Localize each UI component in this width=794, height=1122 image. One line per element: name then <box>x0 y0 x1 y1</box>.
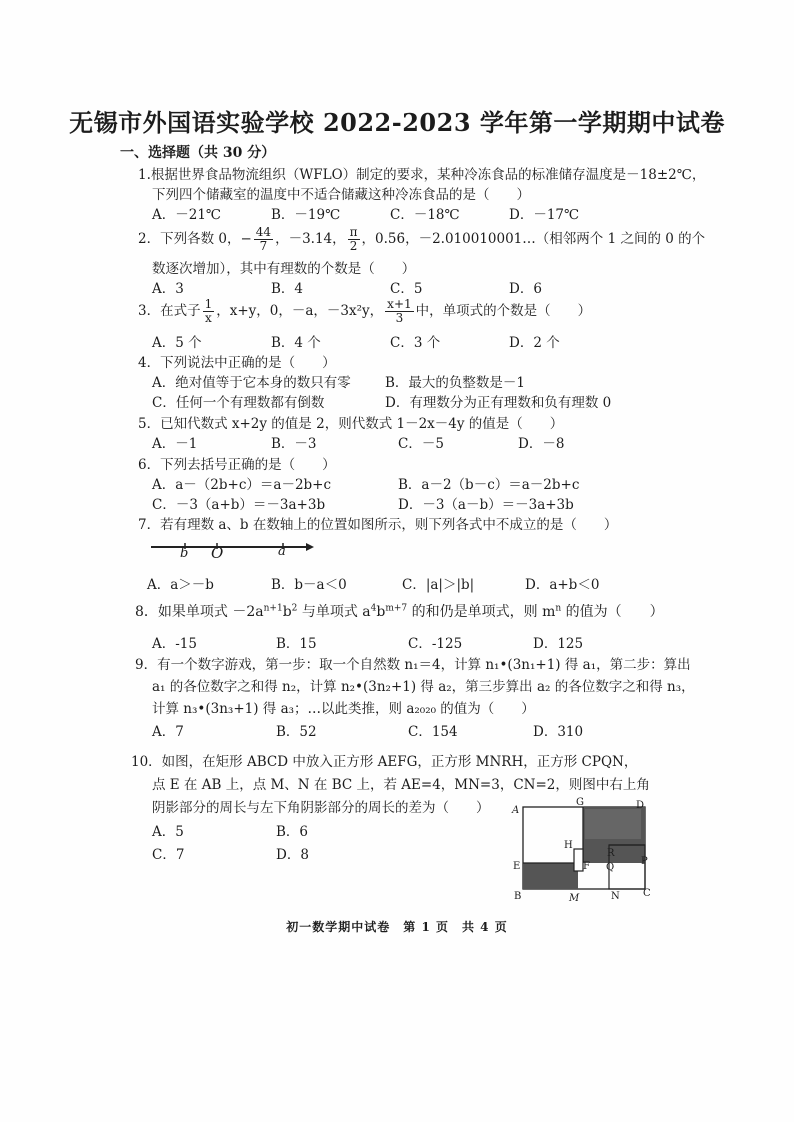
figure-label-p: P <box>641 856 648 867</box>
q10-stem-2: 点 E 在 AB 上，点 M、N 在 BC 上，若 AE=4，MN=3，CN=2，则图中右上角 <box>152 777 650 793</box>
q8-text-1: 8．如果单项式 －2a <box>135 604 264 620</box>
q2-option-a: A．3 <box>152 281 184 297</box>
q4-option-a: A．绝对值等于它本身的数只有零 <box>152 375 351 391</box>
q9-option-c: C．154 <box>408 724 458 740</box>
page-title: 无锡市外国语实验学校 2022-2023 学年第一学期期中试卷 <box>69 108 725 137</box>
q2-f1-denominator: 7 <box>259 239 268 253</box>
q8-text-3: 与单项式 a <box>297 604 371 620</box>
q5-stem: 5．已知代数式 x+2y 的值是 2，则代数式 1－2x－4y 的值是（ ） <box>138 416 564 432</box>
square-mnrh-part <box>574 849 583 871</box>
q8-text-6: 的值为（ ） <box>561 604 664 620</box>
q9-option-a: A．7 <box>152 724 184 740</box>
q2-option-d: D．6 <box>509 281 542 297</box>
figure-label-e: E <box>513 861 521 872</box>
figure-label-c: C <box>643 888 651 899</box>
q8-exp-2: 2 <box>291 603 298 614</box>
figure-label-f: F <box>583 861 590 872</box>
q2-f2-numerator: π <box>349 225 358 240</box>
q2-f1-numerator: 44 <box>255 225 272 240</box>
q8-exp-3: 4 <box>370 603 377 614</box>
q1-stem: 1.根据世界食品物流组织（WFLO）制定的要求，某种冷冻食品的标准储存温度是－18±2℃， <box>138 167 706 183</box>
q8-option-a: A．-15 <box>152 636 197 652</box>
q8-option-b: B．15 <box>276 636 317 652</box>
q1-option-a: A．－21℃ <box>152 207 222 223</box>
figure-label-m: M <box>569 893 580 904</box>
rectangle-figure <box>505 797 665 907</box>
q5-option-b: B．－3 <box>271 436 317 452</box>
q7-option-d: D．a+b＜0 <box>525 577 600 593</box>
q10-option-b: B．6 <box>276 824 309 840</box>
q2-stem <box>138 222 705 256</box>
page-footer: 初一数学期中试卷 第 1 页 共 4 页 <box>286 920 508 934</box>
q1-option-d: D．－17℃ <box>509 207 580 223</box>
number-line <box>148 535 318 563</box>
q10-option-a: A．5 <box>152 824 184 840</box>
q6-option-d: D．－3（a－b）＝－3a+3b <box>398 497 574 513</box>
q1-option-b: B．－19℃ <box>271 207 341 223</box>
q2-option-b: B．4 <box>271 281 304 297</box>
q3-fraction-1 <box>203 298 215 324</box>
q9-option-d: D．310 <box>533 724 584 740</box>
q8-text-4: b <box>376 604 386 620</box>
q3-option-d: D．2 个 <box>509 335 560 351</box>
q3-text-post: 中，单项式的个数是（ ） <box>415 303 592 319</box>
q3-f2-denominator: 3 <box>395 311 404 325</box>
q2-option-c: C．5 <box>390 281 423 297</box>
q3-f2-numerator: x+1 <box>387 297 412 312</box>
shade-lower-left <box>523 863 578 889</box>
q4-option-b: B．最大的负整数是－1 <box>385 375 526 391</box>
q10-option-c: C．7 <box>152 847 185 863</box>
figure-label-a: A <box>512 805 520 816</box>
q10-option-d: D．8 <box>276 847 309 863</box>
figure-label-r: R <box>607 848 615 859</box>
q8-text-5: 的和仍是单项式，则 m <box>407 604 556 620</box>
q9-option-b: B．52 <box>276 724 317 740</box>
q10-stem: 10．如图，在矩形 ABCD 中放入正方形 AEFG，正方形 MNRH，正方形 CPQN， <box>131 754 638 770</box>
q3-option-b: B．4 个 <box>271 335 321 351</box>
q3-f1-numerator: 1 <box>204 297 213 312</box>
q3-option-c: C．3 个 <box>390 335 441 351</box>
q5-option-d: D．－8 <box>518 436 565 452</box>
q3-option-a: A．5 个 <box>152 335 202 351</box>
q2-text-post: ，0.5̇6̇，－2.010010001…（相邻两个 1 之间的 0 的个 <box>361 231 706 247</box>
q2-fraction-1 <box>254 226 273 252</box>
q3-f1-denominator: x <box>205 311 212 325</box>
q7-option-b: B．b－a＜0 <box>271 577 347 593</box>
q4-stem: 4．下列说法中正确的是（ ） <box>138 355 336 371</box>
q9-stem-3: 计算 n₃•(3n₃+1) 得 a₃；…以此类推，则 a₂₀₂₀ 的值为（ ） <box>152 701 535 717</box>
q6-option-a: A．a－（2b+c）＝a－2b+c <box>152 477 332 493</box>
q9-stem: 9．有一个数字游戏，第一步：取一个自然数 n₁＝4，计算 n₁•(3n₁+1) 得 a₁，第二步：算出 <box>135 657 691 673</box>
q8-exp-1: n+1 <box>263 603 283 614</box>
q5-option-c: C．－5 <box>398 436 444 452</box>
q8-option-d: D．125 <box>533 636 584 652</box>
q2-text-mid: ，－3.14， <box>275 231 346 247</box>
q2-stem-2: 数逐次增加），其中有理数的个数是（ ） <box>152 261 416 277</box>
figure-label-b: B <box>514 891 522 902</box>
number-line-label-o: O <box>211 544 224 562</box>
q2-f2-denominator: 2 <box>349 239 358 253</box>
figure-label-d: D <box>636 800 645 811</box>
q6-option-c: C．－3（a+b）＝－3a+3b <box>152 497 326 513</box>
figure-label-h: H <box>564 840 573 851</box>
q3-stem <box>138 294 591 328</box>
q5-option-a: A．－1 <box>152 436 198 452</box>
q8-exp-4: m+7 <box>385 603 408 614</box>
q3-fraction-2 <box>385 298 413 324</box>
q7-option-c: C．|a|＞|b| <box>402 577 475 593</box>
q3-text-pre: 3．在式子 <box>138 303 201 319</box>
q8-exp-5: n <box>555 603 562 614</box>
q2-fraction-2 <box>348 226 360 252</box>
q2-text-pre: 2．下列各数 0， <box>138 231 241 247</box>
q4-option-d: D．有理数分为正有理数和负有理数 0 <box>385 395 612 411</box>
q8-option-c: C．-125 <box>408 636 463 652</box>
shade-upper-right-inner <box>585 809 641 839</box>
q9-stem-2: a₁ 的各位数字之和得 n₂，计算 n₂•(3n₂+1) 得 a₂，第三步算出 a₂ 的各位数字之和得 n₃， <box>152 679 695 695</box>
q7-option-a: A．a＞－b <box>147 577 214 593</box>
number-line-label-a: a <box>278 544 286 559</box>
figure-label-n: N <box>611 891 620 902</box>
q8-stem <box>135 601 664 621</box>
q6-option-b: B．a－2（b－c）＝a－2b+c <box>398 477 580 493</box>
figure-label-g: G <box>576 797 584 808</box>
q1-stem-2: 下列四个储藏室的温度中不适合储藏这种冷冻食品的是（ ） <box>152 187 530 203</box>
q6-stem: 6．下列去括号正确的是（ ） <box>138 457 336 473</box>
q3-text-mid: ，x+y，0，－a，－3x²y， <box>216 303 384 319</box>
q1-option-c: C．－18℃ <box>390 207 460 223</box>
section-heading: 一、选择题（共 30 分） <box>120 145 276 161</box>
q4-option-c: C．任何一个有理数都有倒数 <box>152 395 325 411</box>
q10-stem-3: 阴影部分的周长与左下角阴影部分的周长的差为（ ） <box>152 800 490 816</box>
figure-label-q: Q <box>606 862 615 873</box>
q8-text-2: b <box>282 604 292 620</box>
number-line-arrow <box>306 543 314 551</box>
number-line-label-b: b <box>180 546 189 561</box>
q2-sign: − <box>240 231 252 247</box>
q7-stem: 7．若有理数 a、b 在数轴上的位置如图所示，则下列各式中不成立的是（ ） <box>138 517 618 533</box>
